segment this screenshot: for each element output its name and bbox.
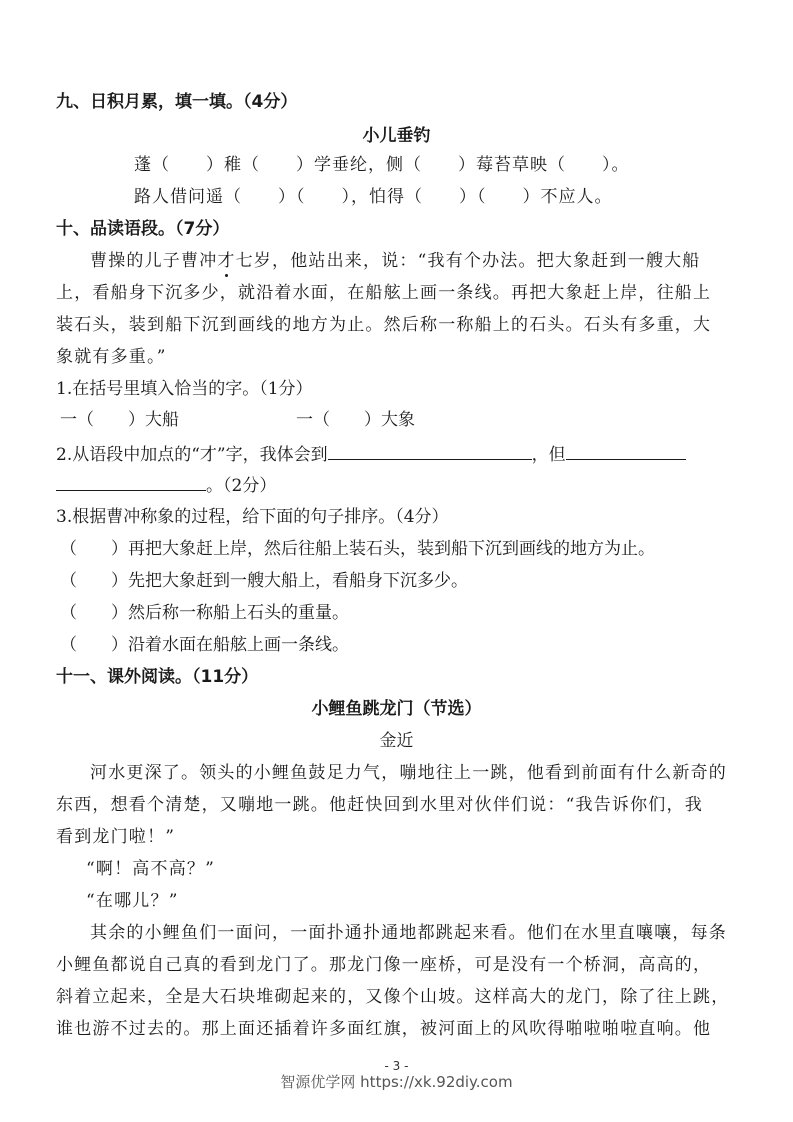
section9-heading: 九、日积月累，填一填。（4分） [56, 92, 298, 112]
article-title: 小鲤鱼跳龙门（节选） [311, 699, 482, 719]
section11-heading: 十一、课外阅读。（11分） [56, 667, 259, 687]
paragraph-line: 小鲤鱼都说自己真的看到龙门了。那龙门像一座桥，可是没有一个桥洞，高高的， [56, 955, 712, 975]
section10-heading: 十、品读语段。（7分） [56, 219, 230, 239]
answer-blank[interactable] [328, 441, 532, 460]
dialogue-line: “在哪儿？” [86, 891, 179, 911]
paragraph-line: 河水更深了。领头的小鲤鱼鼓足力气，嘣地往上一跳，他看到前面有什么新奇的 [90, 763, 727, 783]
paragraph-line: 斜着立起来，全是大石块堆砌起来的，又像个山坡。这样高大的龙门，除了往上跳， [56, 987, 730, 1007]
paragraph-text: 七岁，他站出来，说：“我有个办法。把大象赶到一艘大船 [235, 251, 701, 271]
question-2 [56, 441, 686, 467]
order-item: （ ）然后称一称船上石头的重量。 [60, 603, 349, 623]
page-number: - 3 - [384, 1059, 409, 1073]
poem-line-1: 蓬（ ）稚（ ）学垂纶，侧（ ）莓苔草映（ ）。 [134, 155, 630, 175]
paragraph-text: 曹操的儿子曹冲 [90, 251, 218, 271]
watermark: 智源优学网 https://xk.92diy.com [280, 1073, 513, 1091]
question-2-continued [56, 472, 276, 498]
dialogue-line: “啊！高不高？” [86, 859, 215, 879]
paragraph-line [90, 249, 701, 273]
order-item: （ ）再把大象赶上岸，然后往船上装石头，装到船下沉到画线的地方为止。 [60, 539, 655, 559]
paragraph-line: 其余的小鲤鱼们一面问，一面扑通扑通地都跳起来看。他们在水里直嚷嚷，每条 [90, 923, 727, 943]
paragraph-line: 东西，想看个清楚，又嘣地一跳。他赶快回到水里对伙伴们说：“我告诉你们，我 [56, 795, 703, 815]
question-1-option-b: 一（ ）大象 [296, 410, 415, 430]
question-2-mid: ，但 [531, 445, 566, 465]
order-item: （ ）沿着水面在船舷上画一条线。 [60, 635, 349, 655]
paragraph-line: 上，看船身下沉多少，就沿着水面，在船舷上画一条线。再把大象赶上岸，往船上 [56, 283, 712, 303]
poem-line-2: 路人借问遥（ ）（ ），怕得（ ）（ ）不应人。 [134, 187, 613, 207]
question-2-suffix: 。（2分） [206, 476, 277, 496]
poem-title: 小儿垂钓 [362, 126, 431, 146]
question-1: 1.在括号里填入恰当的字。（1分） [56, 379, 313, 399]
article-author: 金近 [379, 731, 414, 751]
answer-blank[interactable] [566, 441, 686, 460]
paragraph-line: 谁也游不过去的。那上面还插着许多面红旗，被河面上的风吹得啪啦啪啦直响。他 [56, 1019, 712, 1039]
emphasis-dot-char: 才 [217, 251, 236, 271]
order-item: （ ）先把大象赶到一艘大船上，看船身下沉多少。 [60, 571, 468, 591]
question-2-prefix: 2.从语段中加点的“才”字，我体会到 [56, 445, 328, 465]
paragraph-line: 看到龙门啦！” [56, 827, 176, 847]
paragraph-line: 装石头，装到船下沉到画线的地方为止。然后称一称船上的石头。石头有多重，大 [56, 315, 712, 335]
answer-blank[interactable] [56, 472, 206, 491]
paragraph-line: 象就有多重。” [56, 347, 167, 367]
question-1-option-a: 一（ ）大船 [60, 410, 179, 430]
question-3: 3.根据曹冲称象的过程，给下面的句子排序。（4分） [56, 507, 449, 527]
